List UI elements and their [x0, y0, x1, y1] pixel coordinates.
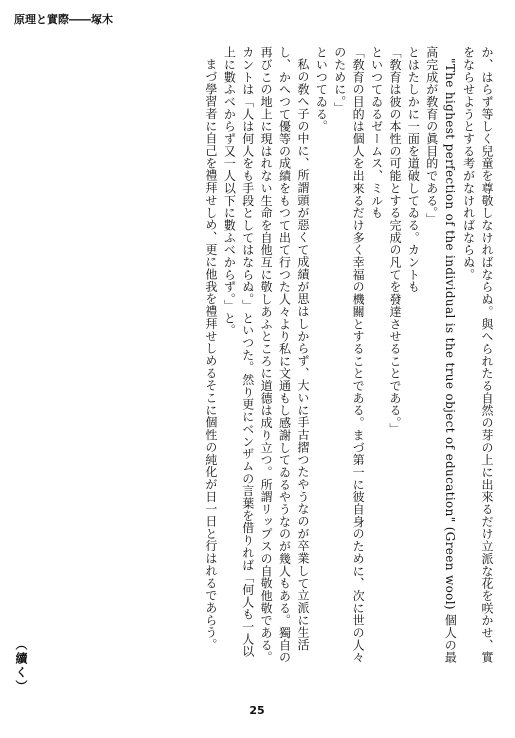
vertical-body-text [40, 46, 496, 666]
paragraph-1: か、はらず等しく兒童を尊敬しなければならぬ。與へられたる自然の芽の上に出來るだけ立派な花を咲かせ、實をならせようとする考がなければならぬ。 [461, 46, 494, 664]
paragraph-8: 私の敎へ子の中に、所謂頭が惡くて成績が思はしからず、大いに手古摺つたやうなのが卒業して立派に生活し、かへつて優等の成績をもつて出て行つた人々より私に文通もし感謝してゐるやうなのが幾人もある。獨自の再びこの地上に現はれない生命を自他互に敬しあふところに道德は成り立つ。所謂リップスの自敬他敬である。カントは「人は何人をも手段としてはならぬ。」といつた。然り更にベンザムの言葉を借りれば「何人も一人以上に數ふべからず又一人以下に數ふべからず。」と。 [222, 46, 310, 664]
page-number: 25 [249, 704, 265, 717]
paragraph-5: といつてゐるゼームス、ミルも [369, 46, 384, 219]
paragraph-9: まづ學習者に自己を禮拜せしめ、更に他我を禮拜せしめるそこに個性の純化が日一日と行はれるであらう。 [203, 58, 218, 651]
paragraph-7: といつてゐる。 [314, 46, 329, 133]
running-header: 原理と實際――塚木 [14, 13, 113, 26]
paragraph-6-quote: 「敎育の目的は個人を出來るだけ多く幸福の機關とすることである。まづ第一に彼自身のために、次に世の人々のために。」 [332, 46, 366, 664]
paragraph-2-quote: "The highest perfection of the individual is the true object of education" (Green wool) 個人の最高完成が敎育の眞目的である。」 [424, 46, 458, 664]
continued-marker: （續く） [14, 638, 28, 694]
paragraph-4-quote: 「敎育は彼の本性の可能とする完成の凡てを發達させることである。」 [387, 46, 402, 436]
paragraph-3: とはたしかに一面を道破してゐる。カントも [406, 46, 421, 293]
